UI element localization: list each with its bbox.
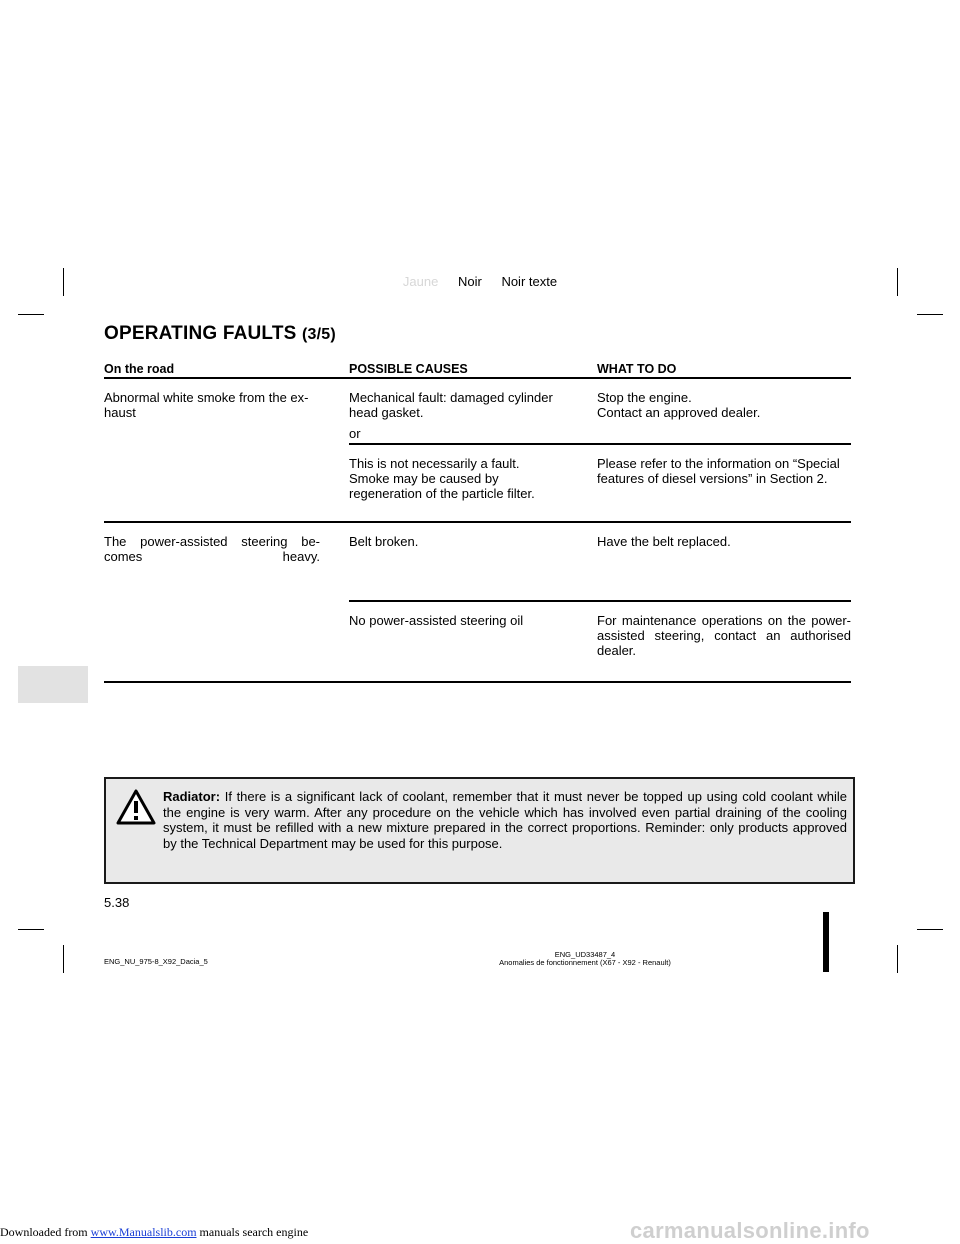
cause-text: This is not necessarily a fault. Smoke may be caused by regeneration of the particle filter. (349, 456, 535, 501)
symptom-text: Abnormal white smoke from the ex- haust (104, 390, 309, 420)
color-mark-jaune: Jaune (402, 274, 439, 289)
color-separation-marks (0, 274, 960, 289)
download-banner-prefix: Downloaded from (0, 1225, 91, 1239)
table-bottom-rule (104, 681, 851, 683)
crop-mark (18, 929, 44, 930)
crop-mark (63, 945, 64, 973)
footer-right-code: ENG_UD33487_4 (554, 950, 616, 959)
cause-connector: or (349, 426, 361, 441)
crop-mark (917, 929, 943, 930)
action-text: Please refer to the information on “Special features of diesel versions” in Section 2. (597, 456, 840, 486)
header-rule (104, 377, 851, 379)
download-banner-link[interactable]: www.Manualslib.com (90, 1225, 197, 1239)
column-header-action: WHAT TO DO (597, 362, 677, 376)
page-title (104, 323, 336, 345)
page-title-part: (3/5) (301, 326, 336, 343)
cause-text: Belt broken. (349, 534, 419, 549)
column-header-causes: POSSIBLE CAUSES (349, 362, 468, 376)
color-mark-noir-texte: Noir texte (501, 274, 558, 289)
footer-right (440, 951, 730, 967)
symptom-text: The power-assisted steering be- comes heavy. (104, 534, 320, 564)
section-tab (18, 666, 88, 703)
cause-divider (349, 443, 851, 445)
action-text: Have the belt replaced. (597, 534, 731, 549)
action-text: For maintenance operations on the power- assisted steering, contact an authorised dealer. (597, 613, 851, 658)
cause-divider (349, 600, 851, 602)
warning-note (104, 777, 855, 884)
watermark: carmanualsonline.info (630, 1218, 870, 1243)
color-mark-noir: Noir (457, 274, 482, 289)
footer-left: ENG_NU_975-8_X92_Dacia_5 (104, 957, 208, 966)
footer-right-title: Anomalies de fonctionnement (X67 - X92 - Renault) (499, 958, 671, 967)
warning-note-label: Radiator: (163, 789, 221, 804)
page-title-main: OPERATING FAULTS (104, 323, 297, 344)
crop-mark (917, 314, 943, 315)
warning-triangle-icon (116, 789, 156, 825)
crop-mark (897, 945, 898, 973)
crop-mark (18, 314, 44, 315)
download-banner-suffix: manuals search engine (196, 1225, 309, 1239)
column-header-symptom: On the road (104, 362, 175, 376)
cause-text: No power-assisted steering oil (349, 613, 524, 628)
download-banner (0, 1225, 308, 1240)
page-number: 5.38 (104, 895, 130, 910)
cause-text: Mechanical fault: damaged cylinder head gasket. (349, 390, 553, 420)
warning-note-body: If there is a significant lack of coolant, remember that it must never be topped up using cold coolant while the engine is very warm. After any procedure on the vehicle which has involved even partial draining of the cooling system, it must be refilled with a new mixture prepared in the correct proportions. Reminder: only products approved by the Technical Department may be used for this purpose. (163, 789, 847, 851)
row-rule (104, 521, 851, 523)
warning-note-text (163, 789, 847, 851)
action-text: Stop the engine. Contact an approved dealer. (597, 390, 761, 420)
section-marker-bar (823, 912, 829, 972)
